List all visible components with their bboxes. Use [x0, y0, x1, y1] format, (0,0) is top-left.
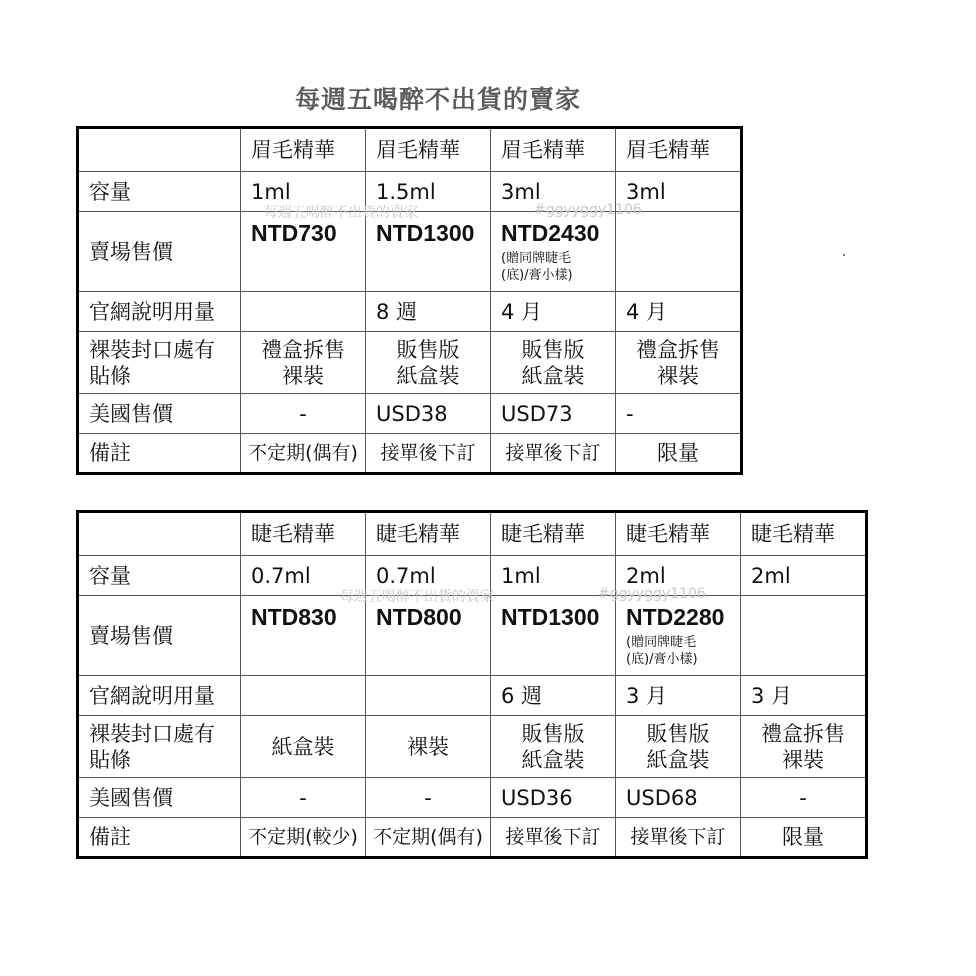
- us-price-row: [78, 394, 742, 434]
- watermark-tag: #ggyyggy1106: [598, 586, 706, 602]
- row-label-capacity: 容量: [78, 556, 241, 596]
- remarks-cell: 限量: [616, 434, 742, 474]
- gift-note: (贈同牌睫毛 (底)/膏小樣): [626, 635, 698, 667]
- capacity-cell: 1.5ml: [366, 172, 491, 212]
- product-header: 眉毛精華: [241, 128, 366, 172]
- packaging-cell: 販售版 紙盒裝: [366, 332, 491, 394]
- price-cell: [366, 212, 491, 292]
- us-price-cell: USD36: [491, 778, 616, 818]
- row-label-capacity: 容量: [78, 172, 241, 212]
- row-label-usage: 官網說明用量: [78, 676, 241, 716]
- price-value: NTD1300: [501, 604, 600, 630]
- capacity-cell: 2ml: [616, 556, 741, 596]
- remarks-cell: 不定期(偶有): [241, 434, 366, 474]
- packaging-cell: 販售版 紙盒裝: [616, 716, 741, 778]
- price-value: NTD2430: [501, 220, 600, 246]
- usage-row: [78, 676, 867, 716]
- us-price-cell: USD38: [366, 394, 491, 434]
- price-cell: [616, 596, 741, 676]
- product-header: 睫毛精華: [491, 512, 616, 556]
- product-header: 睫毛精華: [616, 512, 741, 556]
- corner-cell: [78, 512, 241, 556]
- us-price-cell: USD68: [616, 778, 741, 818]
- price-row: [78, 596, 867, 676]
- price-value: NTD1300: [376, 220, 475, 246]
- row-label-usage: 官網說明用量: [78, 292, 241, 332]
- price-value: NTD830: [251, 604, 337, 630]
- us-price-cell: -: [241, 778, 366, 818]
- usage-cell: 3 月: [741, 676, 867, 716]
- usage-row: [78, 292, 742, 332]
- eyebrow-serum-table: [76, 126, 743, 475]
- price-cell: [616, 212, 742, 292]
- usage-cell: 8 週: [366, 292, 491, 332]
- price-cell: [491, 212, 616, 292]
- product-header: 眉毛精華: [491, 128, 616, 172]
- remarks-row: [78, 818, 867, 858]
- us-price-row: [78, 778, 867, 818]
- row-label-price: 賣場售價: [78, 212, 241, 292]
- header-row: [78, 128, 742, 172]
- eyelash-serum-table: [76, 510, 868, 859]
- packaging-cell: 販售版 紙盒裝: [491, 332, 616, 394]
- us-price-cell: -: [741, 778, 867, 818]
- us-price-cell: -: [366, 778, 491, 818]
- usage-cell: 6 週: [491, 676, 616, 716]
- row-label-price: 賣場售價: [78, 596, 241, 676]
- remarks-cell: 不定期(偶有): [366, 818, 491, 858]
- price-value: NTD2280: [626, 604, 725, 630]
- product-header: 眉毛精華: [366, 128, 491, 172]
- packaging-cell: 禮盒拆售 裸裝: [616, 332, 742, 394]
- price-row: [78, 212, 742, 292]
- us-price-cell: -: [241, 394, 366, 434]
- capacity-cell: 2ml: [741, 556, 867, 596]
- page-title: 每週五喝醉不出貨的賣家: [294, 85, 581, 114]
- capacity-row: [78, 556, 867, 596]
- packaging-row: [78, 716, 867, 778]
- remarks-cell: 接單後下訂: [491, 818, 616, 858]
- row-label-packaging: 裸裝封口處有 貼條: [78, 332, 241, 394]
- capacity-cell: 0.7ml: [241, 556, 366, 596]
- watermark-shop: 每週五喝醉不出貨的賣家: [264, 205, 418, 221]
- watermark-tag: #ggyyggy1106: [534, 202, 642, 218]
- watermark-shop: 每週五喝醉不出貨的賣家: [340, 589, 494, 605]
- capacity-cell: 1ml: [491, 556, 616, 596]
- remarks-cell: 接單後下訂: [616, 818, 741, 858]
- row-label-us-price: 美國售價: [78, 394, 241, 434]
- capacity-cell: 3ml: [491, 172, 616, 212]
- usage-cell: 3 月: [616, 676, 741, 716]
- packaging-row: [78, 332, 742, 394]
- remarks-cell: 不定期(較少): [241, 818, 366, 858]
- product-header: 睫毛精華: [241, 512, 366, 556]
- packaging-cell: 紙盒裝: [241, 716, 366, 778]
- usage-cell: 4 月: [491, 292, 616, 332]
- packaging-cell: 禮盒拆售 裸裝: [741, 716, 867, 778]
- product-header: 睫毛精華: [366, 512, 491, 556]
- capacity-row: [78, 172, 742, 212]
- price-cell: [241, 596, 366, 676]
- packaging-cell: 販售版 紙盒裝: [491, 716, 616, 778]
- packaging-cell: 禮盒拆售 裸裝: [241, 332, 366, 394]
- row-label-remarks: 備註: [78, 818, 241, 858]
- usage-cell: 4 月: [616, 292, 742, 332]
- usage-cell: [366, 676, 491, 716]
- gift-note: (贈同牌睫毛 (底)/膏小樣): [501, 251, 573, 283]
- remarks-cell: 接單後下訂: [366, 434, 491, 474]
- price-cell: [491, 596, 616, 676]
- row-label-remarks: 備註: [78, 434, 241, 474]
- price-value: NTD730: [251, 220, 337, 246]
- header-row: [78, 512, 867, 556]
- capacity-cell: 1ml: [241, 172, 366, 212]
- remarks-row: [78, 434, 742, 474]
- product-header: 眉毛精華: [616, 128, 742, 172]
- price-cell: [741, 596, 867, 676]
- us-price-cell: -: [616, 394, 742, 434]
- remarks-cell: 接單後下訂: [491, 434, 616, 474]
- remarks-cell: 限量: [741, 818, 867, 858]
- usage-cell: [241, 292, 366, 332]
- price-cell: [366, 596, 491, 676]
- row-label-packaging: 裸裝封口處有 貼條: [78, 716, 241, 778]
- product-header: 睫毛精華: [741, 512, 867, 556]
- packaging-cell: 裸裝: [366, 716, 491, 778]
- stray-dot: [843, 254, 845, 256]
- us-price-cell: USD73: [491, 394, 616, 434]
- capacity-cell: 0.7ml: [366, 556, 491, 596]
- price-value: NTD800: [376, 604, 462, 630]
- capacity-cell: 3ml: [616, 172, 742, 212]
- price-cell: [241, 212, 366, 292]
- row-label-us-price: 美國售價: [78, 778, 241, 818]
- usage-cell: [241, 676, 366, 716]
- corner-cell: [78, 128, 241, 172]
